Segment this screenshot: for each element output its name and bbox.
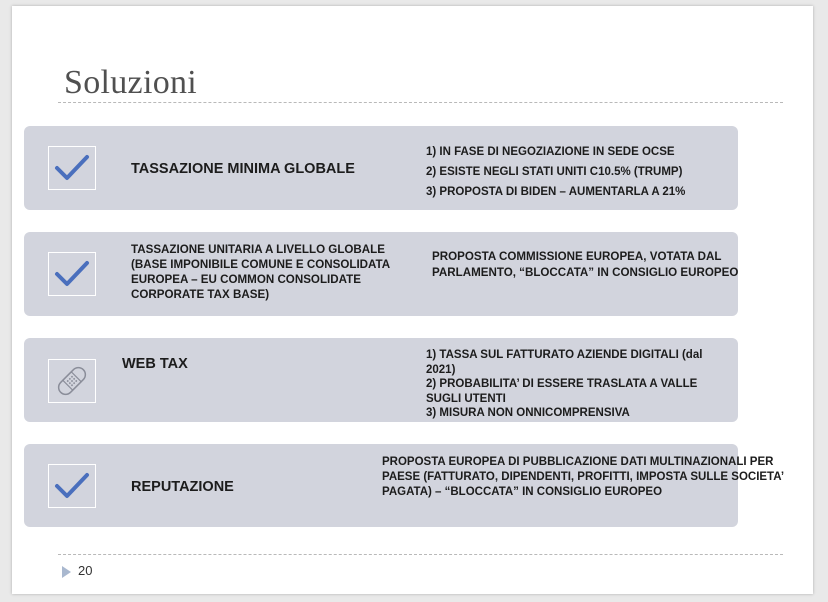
row-note: 1) IN FASE DI NEGOZIAZIONE IN SEDE OCSE 2) ESISTE NEGLI STATI UNITI C10.5% (TRUMP) 3) PROPOSTA DI BIDEN – AUMENTARLA A 21% [426, 146, 686, 198]
row-note: PROPOSTA EUROPEA DI PUBBLICAZIONE DATI MULTINAZIONALI PER PAESE (FATTURATO, DIPENDENTI, PROFITTI, IMPOSTA SULLE SOCIETA’ PAGATA) – “BLOCCATA” IN CONSIGLIO EUROPEO [382, 456, 784, 498]
row-note: PROPOSTA COMMISSIONE EUROPEA, VOTATA DAL PARLAMENTO, “BLOCCATA” IN CONSIGLIO EUROPEO [432, 250, 739, 279]
row-heading: WEB TAX [122, 356, 188, 372]
row-heading: TASSAZIONE MINIMA GLOBALE [131, 161, 355, 177]
row-heading: TASSAZIONE UNITARIA A LIVELLO GLOBALE (BASE IMPONIBILE COMUNE E CONSOLIDATA EUROPEA – EU COMMON CONSOLIDATE CORPORATE TAX BASE) [131, 243, 390, 301]
solution-row-global-minimum-tax [24, 126, 738, 210]
page-marker-icon [62, 566, 71, 578]
checkmark-icon [48, 146, 96, 190]
checkmark-icon [48, 464, 96, 508]
solution-row-unitary-taxation [24, 232, 738, 316]
slide [12, 6, 813, 594]
row-heading: REPUTAZIONE [131, 479, 234, 495]
solution-row-web-tax [24, 338, 738, 422]
row-note: 1) TASSA SUL FATTURATO AZIENDE DIGITALI (dal 2021) 2) PROBABILITA’ DI ESSERE TRASLATA A VALLE SUGLI UTENTI 3) MISURA NON ONNICOMPRENSIVA [426, 349, 703, 420]
page-number: 20 [78, 563, 93, 578]
checkmark-icon [48, 252, 96, 296]
slide-title: Soluzioni [64, 64, 198, 101]
footer-divider [58, 554, 783, 555]
solution-row-reputation [24, 444, 784, 527]
title-divider [58, 102, 783, 103]
bandage-icon [48, 359, 96, 403]
